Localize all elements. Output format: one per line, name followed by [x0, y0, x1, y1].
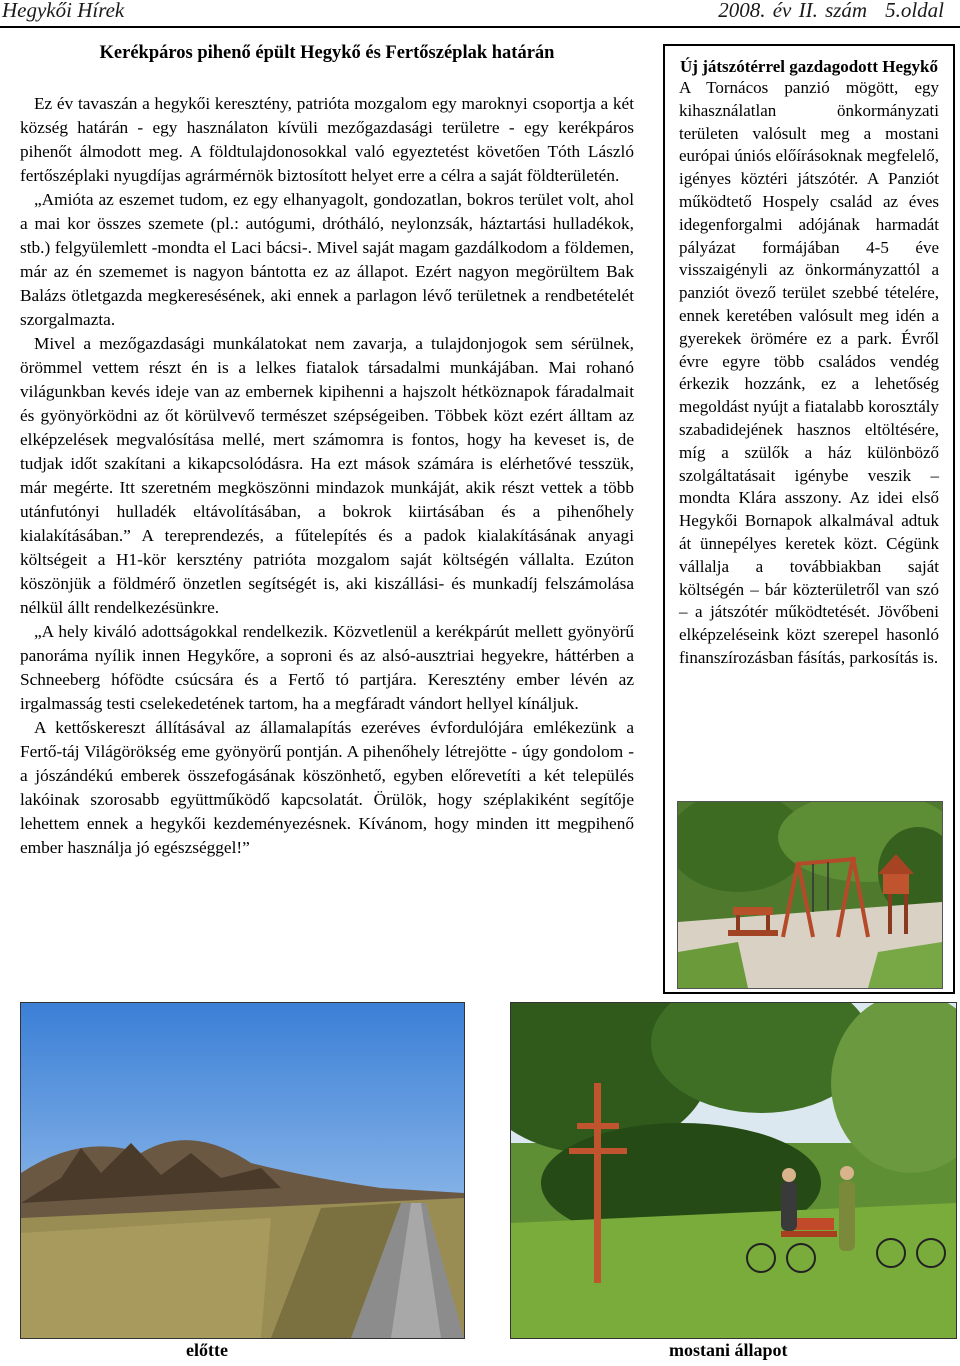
- page-number: 5.oldal: [885, 0, 944, 22]
- article-paragraph: Ez év tavaszán a hegykői keresztény, patrióta mozgalom egy maroknyi csoportja a két község határán - egy használaton kívüli mezőgazdasági területre - egy kerékpáros pihenőt álmodott meg. A földtulajdonosokkal való egyeztetést követően Tóth László fertőszéplaki nyugdíjas agrármérnök biztosított helyet erre a célra a saját földterületén.: [20, 94, 634, 185]
- caption-after: mostani állapot: [669, 1340, 788, 1360]
- sidebar-text: A Tornácos panzió mögött, egy kihasználatlan önkormányzati területen valósult meg a mostani európai úniós előírásoknak megfelelő, igényes köztéri játszótér. A Panziót működtető Hospely család az éves idegenforgalmi adójának harmadát pályázat formájában 4-5 éve visszaigényli az önkormányzattól a panziót övező terület szebbé tételére, ennek keretében valósult meg idén a gyerekek örömére ez a park. Évről évre egyre több családos vendég érkezik hozzánk, ez a lehetőség megoldást nyújt a fiatalabb korosztály szabadidejének hasznos eltöltésére, míg a szülők a ház különböző szolgáltatásait igénybe veszik – mondta Klára asszony. Az idei első Hegykői Bornapok alkalmával adtuk át ünnepélyes keretek közt. Cégünk vállalja a továbbiakban saját költségén – bár közterületről van szó – a játszótér működtetését. Jövőbeni elképzeléseink közt szerepel hasonló finanszírozásban fásítás, parkosítás is.: [679, 78, 939, 667]
- publication-name: Hegykői Hírek: [2, 0, 125, 22]
- before-image: [21, 1003, 464, 1338]
- article-paragraph: „A hely kiváló adottságokkal rendelkezik. Közvetlenül a kerékpárút mellett gyönyörű panoráma nyílik innen Hegykőre, a soproni és az alsó-ausztriai hegyekre, háttérben a Schneeberg hófödte csúcsára és a Fertő tó partjára. Keresztény ember lévén az irgalmasság testi cselekedetének tartom, ha a megfáradt vándort hellyel kínáljuk.: [20, 622, 634, 713]
- issue-info: [700, 0, 944, 23]
- article-paragraph: „Amióta az eszemet tudom, ez egy elhanyagolt, gondozatlan, bokros terület volt, ahol a mai kor összes szemete (pl.: autógumi, drótháló, neylonzsák, háztartási hulladékok, stb.) felgyülemlett -mondta el Laci bácsi-. Mivel saját magam gazdálkodom a földemen, már az én szememet is nagyon bántotta ez az állapot. Ezért nagyon megörültem Bak Balázs ötletgazda megkeresésének, aki ennek a parlagon lévő területnek a rendbetételét szorgalmazta.: [20, 190, 634, 329]
- caption-before: előtte: [186, 1340, 228, 1360]
- page-header: [0, 0, 960, 28]
- sidebar-box: [663, 44, 955, 994]
- playground-image: [678, 802, 942, 988]
- article-paragraph: A kettőskereszt állításával az államalapítás ezeréves évfordulójára emlékezünk a Fertő-táj Világörökség eme gyönyörű pontján. A pihenőhely létrejötte - úgy gondolom - a jószándékú emberek összefogásának köszönhető, egyben előrevetíti a két település lakóinak szorosabb együttműködő kapcsolatát. Örülök, hogy széplakiként segítője lehettem ennek a hegykői kezdeményezésnek. Kívánom, hogy minden itt megpihenő ember használja jó egészséggel!”: [20, 718, 634, 857]
- playground-photo: [677, 801, 943, 989]
- after-image: [511, 1003, 956, 1338]
- article-body: [20, 92, 634, 860]
- sidebar-title: Új játszótérrel gazdagodott Hegykő: [680, 57, 938, 76]
- before-photo: [20, 1002, 465, 1339]
- article-paragraph: Mivel a mezőgazdasági munkálatokat nem zavarja, a tulajdonjogok sem sérülnek, örömmel vettem részt én is a lelkes fiatalok társadalmi munkájában. Mai rohanó világunkban kevés ideje van az embernek kipihenni a hajszolt hétköznapok fáradalmait és gyönyörködni az őt körülvevő természet szépségeiben. Többek közt ezért álltam az elképzelések megvalósítása mellé, mert számomra is fontos, hogy ha keveset is, de tudjak időt szakítani a kikapcsolódásra. Ha ezt mások számára is elérhetővé tesszük, már megérte. Itt szeretném megköszönni mindazok munkáját, akik részt vettek a több utánfutónyi hulladék eltávolításában, a bokrok kiirtásában és a pihenőhely kialakításában.” A tereprendezés, a fűtelepítés és a padok kialakításának anyagi költségeit a H1-kör kersztény patrióta mozgalom saját költségén vállalta. Ezúton köszönjük a földmérő önzetlen segítségét is, aki kiszállási- és munkadíj felszámolása nélkül állt rendelkezésünkre.: [20, 334, 634, 617]
- article-title: Kerékpáros pihenő épült Hegykő és Fertőszéplak határán: [99, 43, 555, 63]
- after-photo: [510, 1002, 957, 1339]
- header-rule: [0, 26, 960, 28]
- issue-label: 2008. év II. szám: [718, 0, 868, 22]
